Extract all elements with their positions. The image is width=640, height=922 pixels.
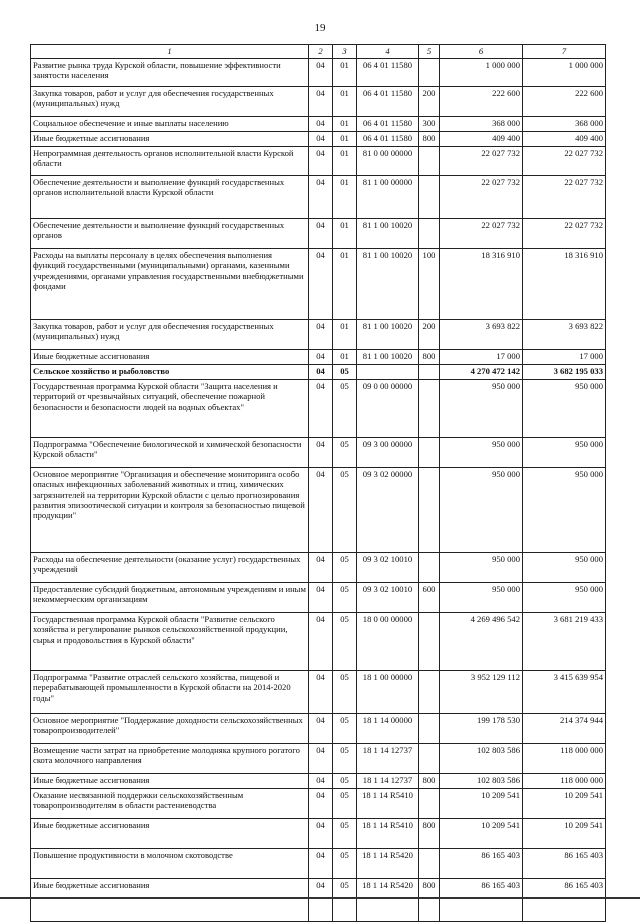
row-name-cell: Иные бюджетные ассигнования (31, 132, 309, 147)
row-target-article-cell: 09 3 00 00000 (357, 438, 419, 468)
row-name-cell: Предоставление субсидий бюджетным, автономным учреждениям и иным некоммерческим организациям (31, 583, 309, 613)
table-row (31, 320, 606, 350)
row-amount-2-cell: 118 000 000 (523, 774, 606, 789)
row-subsection-cell: 01 (333, 320, 357, 350)
table-row (31, 147, 606, 176)
row-expense-type-cell (419, 365, 440, 380)
table-row (31, 59, 606, 87)
row-amount-1-cell: 10 209 541 (440, 819, 523, 849)
page-bottom-border (0, 897, 640, 899)
row-amount-1-cell: 4 270 472 142 (440, 365, 523, 380)
row-subsection-cell: 05 (333, 613, 357, 671)
row-amount-1-cell: 102 803 586 (440, 744, 523, 774)
row-subsection-cell: 05 (333, 438, 357, 468)
column-header-6: 6 (440, 45, 523, 59)
row-subsection-cell: 01 (333, 59, 357, 87)
table-row (31, 176, 606, 219)
row-section-cell: 04 (309, 147, 333, 176)
row-amount-1-cell: 199 178 530 (440, 714, 523, 744)
row-name-cell: Закупка товаров, работ и услуг для обеспечения государственных (муниципальных) нужд (31, 320, 309, 350)
row-subsection-cell: 05 (333, 583, 357, 613)
row-amount-2-cell: 950 000 (523, 438, 606, 468)
row-expense-type-cell: 300 (419, 117, 440, 132)
row-subsection-cell: 01 (333, 176, 357, 219)
table-row (31, 117, 606, 132)
row-amount-2-cell: 17 000 (523, 350, 606, 365)
row-name-cell: Развитие рынка труда Курской области, повышение эффективности занятости населения (31, 59, 309, 87)
row-expense-type-cell (419, 219, 440, 249)
row-amount-2-cell: 368 000 (523, 117, 606, 132)
row-amount-1-cell: 3 952 129 112 (440, 671, 523, 714)
row-section-cell: 04 (309, 879, 333, 922)
row-name-cell: Расходы на обеспечение деятельности (оказание услуг) государственных учреждений (31, 553, 309, 583)
row-section-cell: 04 (309, 117, 333, 132)
row-amount-2-cell: 222 600 (523, 87, 606, 117)
row-expense-type-cell (419, 613, 440, 671)
row-name-cell: Подпрограмма "Развитие отраслей сельского хозяйства, пищевой и перерабатывающей промышленности в Курской области на 2014-2020 годы" (31, 671, 309, 714)
table-row (31, 583, 606, 613)
row-name-cell: Сельское хозяйство и рыболовство (31, 365, 309, 380)
row-section-cell: 04 (309, 249, 333, 320)
row-section-cell: 04 (309, 714, 333, 744)
row-amount-1-cell: 950 000 (440, 553, 523, 583)
row-amount-2-cell: 3 415 639 954 (523, 671, 606, 714)
table-row (31, 613, 606, 671)
row-subsection-cell: 01 (333, 147, 357, 176)
row-target-article-cell: 18 1 14 R5410 (357, 789, 419, 819)
table-row (31, 438, 606, 468)
row-target-article-cell: 09 0 00 00000 (357, 380, 419, 438)
row-target-article-cell (357, 365, 419, 380)
row-amount-2-cell: 950 000 (523, 380, 606, 438)
row-name-cell: Подпрограмма "Обеспечение биологической и химической безопасности Курской области" (31, 438, 309, 468)
row-subsection-cell: 01 (333, 132, 357, 147)
row-subsection-cell: 05 (333, 553, 357, 583)
row-subsection-cell: 01 (333, 350, 357, 365)
table-row (31, 671, 606, 714)
row-section-cell: 04 (309, 350, 333, 365)
row-subsection-cell: 01 (333, 117, 357, 132)
row-target-article-cell: 06 4 01 11580 (357, 87, 419, 117)
row-expense-type-cell: 800 (419, 774, 440, 789)
row-section-cell: 04 (309, 87, 333, 117)
row-expense-type-cell (419, 176, 440, 219)
table-row (31, 365, 606, 380)
table-row (31, 744, 606, 774)
row-amount-1-cell: 4 269 496 542 (440, 613, 523, 671)
row-subsection-cell: 05 (333, 744, 357, 774)
row-name-cell: Иные бюджетные ассигнования (31, 774, 309, 789)
row-expense-type-cell (419, 849, 440, 879)
row-expense-type-cell (419, 147, 440, 176)
row-section-cell: 04 (309, 468, 333, 553)
row-amount-1-cell: 102 803 586 (440, 774, 523, 789)
row-amount-2-cell: 950 000 (523, 583, 606, 613)
row-name-cell: Иные бюджетные ассигнования (31, 879, 309, 922)
row-section-cell: 04 (309, 744, 333, 774)
row-target-article-cell: 18 1 14 R5420 (357, 879, 419, 922)
table-body (31, 59, 606, 922)
row-target-article-cell: 81 1 00 00000 (357, 176, 419, 219)
row-section-cell: 04 (309, 59, 333, 87)
row-target-article-cell: 18 1 14 00000 (357, 714, 419, 744)
row-expense-type-cell (419, 468, 440, 553)
row-name-cell: Обеспечение деятельности и выполнение функций государственных органов исполнительной власти Курской области (31, 176, 309, 219)
row-expense-type-cell (419, 671, 440, 714)
row-amount-1-cell: 222 600 (440, 87, 523, 117)
row-name-cell: Социальное обеспечение и иные выплаты населению (31, 117, 309, 132)
row-amount-1-cell: 17 000 (440, 350, 523, 365)
row-section-cell: 04 (309, 849, 333, 879)
row-amount-2-cell: 22 027 732 (523, 176, 606, 219)
row-target-article-cell: 81 1 00 10020 (357, 350, 419, 365)
row-amount-2-cell: 409 400 (523, 132, 606, 147)
row-expense-type-cell: 800 (419, 350, 440, 365)
table-row (31, 468, 606, 553)
row-section-cell: 04 (309, 176, 333, 219)
row-expense-type-cell (419, 744, 440, 774)
column-header-2: 2 (309, 45, 333, 59)
row-expense-type-cell (419, 380, 440, 438)
budget-table (30, 44, 606, 922)
row-section-cell: 04 (309, 380, 333, 438)
row-target-article-cell: 81 1 00 10020 (357, 320, 419, 350)
row-expense-type-cell: 800 (419, 819, 440, 849)
row-expense-type-cell: 200 (419, 87, 440, 117)
row-amount-1-cell: 22 027 732 (440, 176, 523, 219)
row-target-article-cell: 09 3 02 00000 (357, 468, 419, 553)
row-amount-2-cell: 3 682 195 033 (523, 365, 606, 380)
table-row (31, 380, 606, 438)
row-name-cell: Повышение продуктивности в молочном скотоводстве (31, 849, 309, 879)
row-target-article-cell: 09 3 02 10010 (357, 583, 419, 613)
row-expense-type-cell: 800 (419, 879, 440, 922)
column-header-7: 7 (523, 45, 606, 59)
row-amount-1-cell: 86 165 403 (440, 849, 523, 879)
row-target-article-cell: 06 4 01 11580 (357, 117, 419, 132)
row-name-cell: Расходы на выплаты персоналу в целях обеспечения выполнения функций государственными (муниципальными) органами, казенными учреждениями, органами управления государственными внебюджетными фондами (31, 249, 309, 320)
row-section-cell: 04 (309, 583, 333, 613)
row-expense-type-cell: 200 (419, 320, 440, 350)
row-amount-2-cell: 214 374 944 (523, 714, 606, 744)
row-amount-2-cell: 118 000 000 (523, 744, 606, 774)
row-expense-type-cell: 100 (419, 249, 440, 320)
row-amount-1-cell: 3 693 822 (440, 320, 523, 350)
row-subsection-cell: 05 (333, 671, 357, 714)
row-section-cell: 04 (309, 320, 333, 350)
row-amount-2-cell: 1 000 000 (523, 59, 606, 87)
row-target-article-cell: 18 1 14 12737 (357, 744, 419, 774)
row-section-cell: 04 (309, 671, 333, 714)
row-target-article-cell: 18 1 14 R5420 (357, 849, 419, 879)
row-amount-2-cell: 10 209 541 (523, 819, 606, 849)
row-subsection-cell: 01 (333, 219, 357, 249)
row-amount-2-cell: 86 165 403 (523, 849, 606, 879)
row-name-cell: Государственная программа Курской области "Развитие сельского хозяйства и регулирование рынков сельскохозяйственной продукции, сырья и продовольствия в Курской области" (31, 613, 309, 671)
row-name-cell: Закупка товаров, работ и услуг для обеспечения государственных (муниципальных) нужд (31, 87, 309, 117)
row-amount-1-cell: 950 000 (440, 583, 523, 613)
table-row (31, 789, 606, 819)
row-subsection-cell: 01 (333, 249, 357, 320)
row-target-article-cell: 06 4 01 11580 (357, 59, 419, 87)
table-row (31, 249, 606, 320)
table-row (31, 87, 606, 117)
row-subsection-cell: 05 (333, 879, 357, 922)
row-name-cell: Иные бюджетные ассигнования (31, 819, 309, 849)
row-amount-1-cell: 950 000 (440, 438, 523, 468)
row-expense-type-cell (419, 714, 440, 744)
row-target-article-cell: 81 1 00 10020 (357, 219, 419, 249)
row-amount-2-cell: 950 000 (523, 553, 606, 583)
row-amount-2-cell: 22 027 732 (523, 219, 606, 249)
row-name-cell: Государственная программа Курской области "Защита населения и территорий от чрезвычайных ситуаций, обеспечение пожарной безопасности и безопасности людей на водных объектах" (31, 380, 309, 438)
row-subsection-cell: 05 (333, 849, 357, 879)
table-row (31, 819, 606, 849)
row-section-cell: 04 (309, 774, 333, 789)
row-section-cell: 04 (309, 789, 333, 819)
table-row (31, 553, 606, 583)
row-subsection-cell: 05 (333, 774, 357, 789)
row-amount-2-cell: 10 209 541 (523, 789, 606, 819)
row-name-cell: Непрограммная деятельность органов исполнительной власти Курской области (31, 147, 309, 176)
row-amount-1-cell: 86 165 403 (440, 879, 523, 922)
table-row (31, 219, 606, 249)
row-name-cell: Оказание несвязанной поддержки сельскохозяйственным товаропроизводителям в области растениеводства (31, 789, 309, 819)
row-subsection-cell: 05 (333, 365, 357, 380)
row-target-article-cell: 81 0 00 00000 (357, 147, 419, 176)
row-amount-2-cell: 86 165 403 (523, 879, 606, 922)
table-row (31, 849, 606, 879)
row-name-cell: Основное мероприятие "Поддержание доходности сельскохозяйственных товаропроизводителей" (31, 714, 309, 744)
row-amount-2-cell: 950 000 (523, 468, 606, 553)
row-section-cell: 04 (309, 819, 333, 849)
row-amount-1-cell: 409 400 (440, 132, 523, 147)
row-expense-type-cell: 800 (419, 132, 440, 147)
row-name-cell: Обеспечение деятельности и выполнение функций государственных органов (31, 219, 309, 249)
row-amount-1-cell: 22 027 732 (440, 219, 523, 249)
row-expense-type-cell (419, 59, 440, 87)
row-amount-1-cell: 18 316 910 (440, 249, 523, 320)
row-section-cell: 04 (309, 438, 333, 468)
row-target-article-cell: 81 1 00 10020 (357, 249, 419, 320)
table-row (31, 774, 606, 789)
row-target-article-cell: 18 0 00 00000 (357, 613, 419, 671)
row-amount-1-cell: 950 000 (440, 380, 523, 438)
row-section-cell: 04 (309, 613, 333, 671)
row-section-cell: 04 (309, 132, 333, 147)
row-name-cell: Основное мероприятие "Организация и обеспечение мониторинга особо опасных инфекционных заболеваний животных и птиц, химических загрязнителей на территории Курской области с целью прогнозирования развития эпизоотической ситуации и контроля за безопасностью пищевой продукции" (31, 468, 309, 553)
table-row (31, 879, 606, 922)
row-amount-1-cell: 10 209 541 (440, 789, 523, 819)
row-expense-type-cell (419, 438, 440, 468)
row-amount-1-cell: 22 027 732 (440, 147, 523, 176)
row-subsection-cell: 05 (333, 819, 357, 849)
table-row (31, 132, 606, 147)
row-target-article-cell: 18 1 14 12737 (357, 774, 419, 789)
row-section-cell: 04 (309, 553, 333, 583)
row-amount-1-cell: 950 000 (440, 468, 523, 553)
table-row (31, 350, 606, 365)
column-header-1: 1 (31, 45, 309, 59)
row-expense-type-cell: 600 (419, 583, 440, 613)
row-name-cell: Иные бюджетные ассигнования (31, 350, 309, 365)
column-header-4: 4 (357, 45, 419, 59)
page-number: 19 (314, 22, 326, 34)
table-row (31, 714, 606, 744)
row-target-article-cell: 18 1 00 00000 (357, 671, 419, 714)
row-amount-1-cell: 1 000 000 (440, 59, 523, 87)
row-expense-type-cell (419, 553, 440, 583)
column-header-3: 3 (333, 45, 357, 59)
row-subsection-cell: 05 (333, 714, 357, 744)
row-subsection-cell: 05 (333, 468, 357, 553)
row-amount-2-cell: 3 693 822 (523, 320, 606, 350)
row-amount-2-cell: 22 027 732 (523, 147, 606, 176)
row-target-article-cell: 18 1 14 R5410 (357, 819, 419, 849)
row-amount-1-cell: 368 000 (440, 117, 523, 132)
table-header-row (31, 45, 606, 59)
row-expense-type-cell (419, 789, 440, 819)
row-name-cell: Возмещение части затрат на приобретение молодняка крупного рогатого скота молочного направления (31, 744, 309, 774)
column-header-5: 5 (419, 45, 440, 59)
row-target-article-cell: 09 3 02 10010 (357, 553, 419, 583)
row-section-cell: 04 (309, 365, 333, 380)
row-amount-2-cell: 18 316 910 (523, 249, 606, 320)
row-subsection-cell: 01 (333, 87, 357, 117)
row-subsection-cell: 05 (333, 789, 357, 819)
row-amount-2-cell: 3 681 219 433 (523, 613, 606, 671)
row-target-article-cell: 06 4 01 11580 (357, 132, 419, 147)
row-section-cell: 04 (309, 219, 333, 249)
row-subsection-cell: 05 (333, 380, 357, 438)
